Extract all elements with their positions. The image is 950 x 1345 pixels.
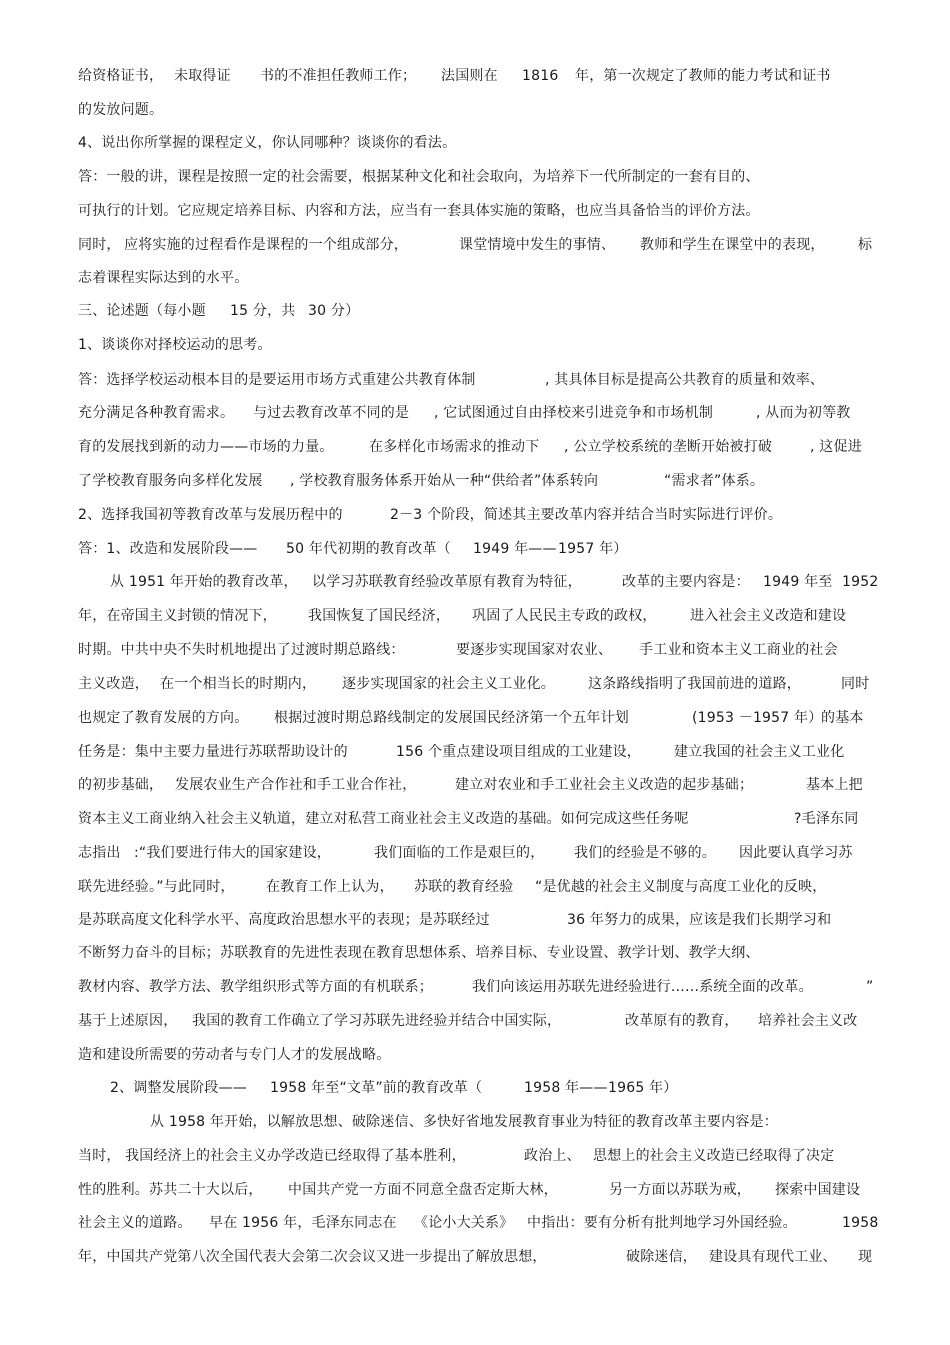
text-segment: 性的胜利。苏共二十大以后， <box>78 1182 263 1198</box>
text-segment: 年，在帝国主义封锁的情况下， <box>78 608 277 624</box>
text-segment: 手工业和资本主义工商业的社会 <box>639 642 838 658</box>
text-segment: 育的发展找到新的动力——市场的力量。 <box>78 439 334 455</box>
text-segment: 1958 <box>842 1215 879 1231</box>
text-segment: 可执行的计划。它应规定培养目标、内容和方法，应当有一套具体实施的策略，也应当具备恰当的评价方法。 <box>78 203 760 219</box>
text-segment: 答：选择学校运动根本目的是要运用市场方式重建公共教育体制 <box>78 372 476 388</box>
text-segment: 的基本 <box>821 710 864 726</box>
text-segment: 中国共产党一方面不同意全盘否定斯大林， <box>288 1182 558 1198</box>
text-segment: (1953 －1957 年） <box>692 710 823 726</box>
text-segment: 培养社会主义改 <box>758 1013 858 1029</box>
text-segment: 从 1951 年开始的教育改革， <box>110 574 298 590</box>
text-segment: 不断努力奋斗的目标；苏联教育的先进性表现在教育思想体系、培养目标、专业设置、教学计划、教学大纲、 <box>78 945 760 961</box>
text-segment: 要逐步实现国家对农业、 <box>456 642 613 658</box>
text-segment: 同时， <box>78 237 121 253</box>
text-segment: , 公立学校系统的垄断开始被打破 <box>564 439 773 455</box>
text-segment: 《论小大关系》 <box>414 1215 514 1231</box>
text-segment: 我们的经验是不够的。 <box>574 845 716 861</box>
text-segment: 社会主义的道路。 <box>78 1215 192 1231</box>
text-segment: 同时 <box>841 676 870 692</box>
text-segment: 标 <box>858 237 873 253</box>
text-segment: 了学校教育服务向多样化发展 <box>78 473 263 489</box>
text-segment: 破除迷信， <box>626 1249 697 1265</box>
text-segment: 充分满足各种教育需求。 <box>78 405 235 421</box>
text-segment: 应将实施的过程看作是课程的一个组成部分， <box>124 237 408 253</box>
question-heading: 1、谈谈你对择校运动的思考。 <box>78 337 272 353</box>
text-segment: 也规定了教育发展的方向。 <box>78 710 249 726</box>
text-segment: 时期。中共中央不失时机地提出了过渡时期总路线： <box>78 642 405 658</box>
text-segment: 当时， <box>78 1148 121 1164</box>
text-segment: 书的不准担任教师工作； <box>260 68 417 84</box>
text-segment: 现 <box>858 1249 873 1265</box>
text-segment: 1949 年至 <box>763 574 833 590</box>
text-segment: 我们向该运用苏联先进经验进行……系统全面的改革。 <box>472 979 813 995</box>
text-segment: 答：1、改造和发展阶段—— <box>78 541 258 557</box>
text-segment: 在多样化市场需求的推动下 <box>369 439 540 455</box>
text-segment: 给资格证书， <box>78 68 164 84</box>
text-segment: 我们面临的工作是艰巨的， <box>374 845 545 861</box>
text-segment: 基本上把 <box>806 777 863 793</box>
text-segment: , 其具体目标是提高公共教育的质量和效率、 <box>545 372 825 388</box>
text-segment: 的初步基础， <box>78 777 164 793</box>
text-segment: 建立对农业和手工业社会主义改造的起步基础； <box>455 777 754 793</box>
text-segment: 我国经济上的社会主义办学改造已经取得了基本胜利， <box>125 1148 466 1164</box>
text-segment: 1816 <box>522 68 559 84</box>
text-segment: 法国则在 <box>441 68 498 84</box>
text-segment: ” <box>866 979 874 995</box>
text-segment: 4、说出你所掌握的课程定义，你认同哪种？谈谈你的看法。 <box>78 135 457 151</box>
text-segment: 造和建设所需要的劳动者与专门人才的发展战略。 <box>78 1047 391 1063</box>
text-segment: 1952 <box>842 574 879 590</box>
text-segment: 任务是：集中主要力量进行苏联帮助设计的 <box>78 744 348 760</box>
text-segment: 答：一般的讲，课程是按照一定的社会需要，根据某种文化和社会取向，为培养下一代所制定的一套有目的、 <box>78 169 760 185</box>
text-segment: “是优越的社会主义制度与高度工业化的反映， <box>535 879 827 895</box>
text-segment: 1957 年） <box>558 541 628 557</box>
text-segment: 探索中国建设 <box>775 1182 861 1198</box>
text-segment: 联先进经验。”与此同时， <box>78 879 235 895</box>
text-segment: 课堂情境中发生的事情、 <box>459 237 616 253</box>
text-segment: 1949 年—— <box>473 541 557 557</box>
text-segment: 教师和学生在课堂中的表现， <box>640 237 825 253</box>
text-segment: 另一方面以苏联为戒， <box>609 1182 751 1198</box>
section-heading: 三、论述题（每小题 <box>78 303 206 319</box>
text-segment: 30 分） <box>308 303 360 319</box>
text-segment: 早在 1956 年，毛泽东同志在 <box>209 1215 397 1231</box>
text-segment: 1958 年至“文革”前的教育改革（ <box>270 1080 483 1096</box>
text-segment: :“我们要进行伟大的国家建设， <box>134 845 331 861</box>
text-segment: ?毛泽东同 <box>794 811 859 827</box>
text-segment: 建设具有现代工业、 <box>709 1249 837 1265</box>
text-segment: 在教育工作上认为， <box>266 879 394 895</box>
text-segment: 志着课程实际达到的水平。 <box>78 270 249 286</box>
text-segment: 是苏联高度文化科学水平、高度政治思想水平的表现；是苏联经过 <box>78 912 490 928</box>
text-segment: 156 个重点建设项目组成的工业建设， <box>396 744 641 760</box>
text-segment: 改革原有的教育， <box>625 1013 739 1029</box>
text-segment: “需求者”体系。 <box>664 473 765 489</box>
text-segment: , 这促进 <box>810 439 862 455</box>
text-segment: 中指出：要有分析有批判地学习外国经验。 <box>527 1215 797 1231</box>
text-segment: 年，中国共产党第八次全国代表大会第二次会议又进一步提出了解放思想， <box>78 1249 547 1265</box>
text-segment: 志指出 <box>78 845 121 861</box>
text-segment: 建立我国的社会主义工业化 <box>674 744 845 760</box>
text-segment: 从 1958 年开始，以解放思想、破除迷信、多快好省地发展教育事业为特征的教育改革主要内容是： <box>150 1114 778 1130</box>
text-segment: 根据过渡时期总路线制定的发展国民经济第一个五年计划 <box>274 710 629 726</box>
text-segment: 苏联的教育经验 <box>414 879 514 895</box>
text-segment: 进入社会主义改造和建设 <box>690 608 847 624</box>
text-segment: 1958 年—— <box>524 1080 608 1096</box>
text-segment: 资本主义工商业纳入社会主义轨道，建立对私营工商业社会主义改造的基础。如何完成这些任务呢 <box>78 811 689 827</box>
text-segment: 基于上述原因， <box>78 1013 178 1029</box>
text-segment: 我国的教育工作确立了学习苏联先进经验并结合中国实际， <box>192 1013 562 1029</box>
text-segment: 思想上的社会主义改造已经取得了决定 <box>593 1148 835 1164</box>
text-segment: 36 年努力的成果，应该是我们长期学习和 <box>567 912 832 928</box>
text-segment: , 从而为初等教 <box>756 405 851 421</box>
text-segment: 15 分，共 <box>230 303 296 319</box>
text-segment: 改革的主要内容是： <box>622 574 750 590</box>
text-segment: , 它试图通过自由择校来引进竞争和市场机制 <box>434 405 714 421</box>
text-segment: 主义改造， <box>78 676 149 692</box>
text-segment: 这条路线指明了我国前进的道路， <box>588 676 801 692</box>
text-segment: 50 年代初期的教育改革（ <box>286 541 451 557</box>
text-segment: 与过去教育改革不同的是 <box>253 405 410 421</box>
text-segment: , 学校教育服务体系开始从一种“供给者”体系转向 <box>290 473 599 489</box>
text-segment: 政治上、 <box>524 1148 581 1164</box>
text-segment: 1965 年） <box>608 1080 678 1096</box>
text-segment: 以学习苏联教育经验改革原有教育为特征， <box>312 574 582 590</box>
text-segment: 我国恢复了国民经济， <box>308 608 450 624</box>
text-segment: 2－3 个阶段，简述其主要改革内容并结合当时实际进行评价。 <box>390 507 783 523</box>
text-segment: 年，第一次规定了教师的能力考试和证书 <box>575 68 831 84</box>
text-segment: 发展农业生产合作社和手工业合作社， <box>175 777 417 793</box>
text-segment: 未取得证 <box>174 68 231 84</box>
text-segment: 因此要认真学习苏 <box>739 845 853 861</box>
question-heading: 2、选择我国初等教育改革与发展历程中的 <box>78 507 343 523</box>
text-segment: 教材内容、教学方法、教学组织形式等方面的有机联系； <box>78 979 433 995</box>
text-segment: 的发放问题。 <box>78 102 164 118</box>
text-segment: 在一个相当长的时期内， <box>160 676 317 692</box>
text-segment: 巩固了人民民主专政的政权， <box>472 608 657 624</box>
text-segment: 2、调整发展阶段—— <box>110 1080 247 1096</box>
text-segment: 逐步实现国家的社会主义工业化。 <box>342 676 555 692</box>
